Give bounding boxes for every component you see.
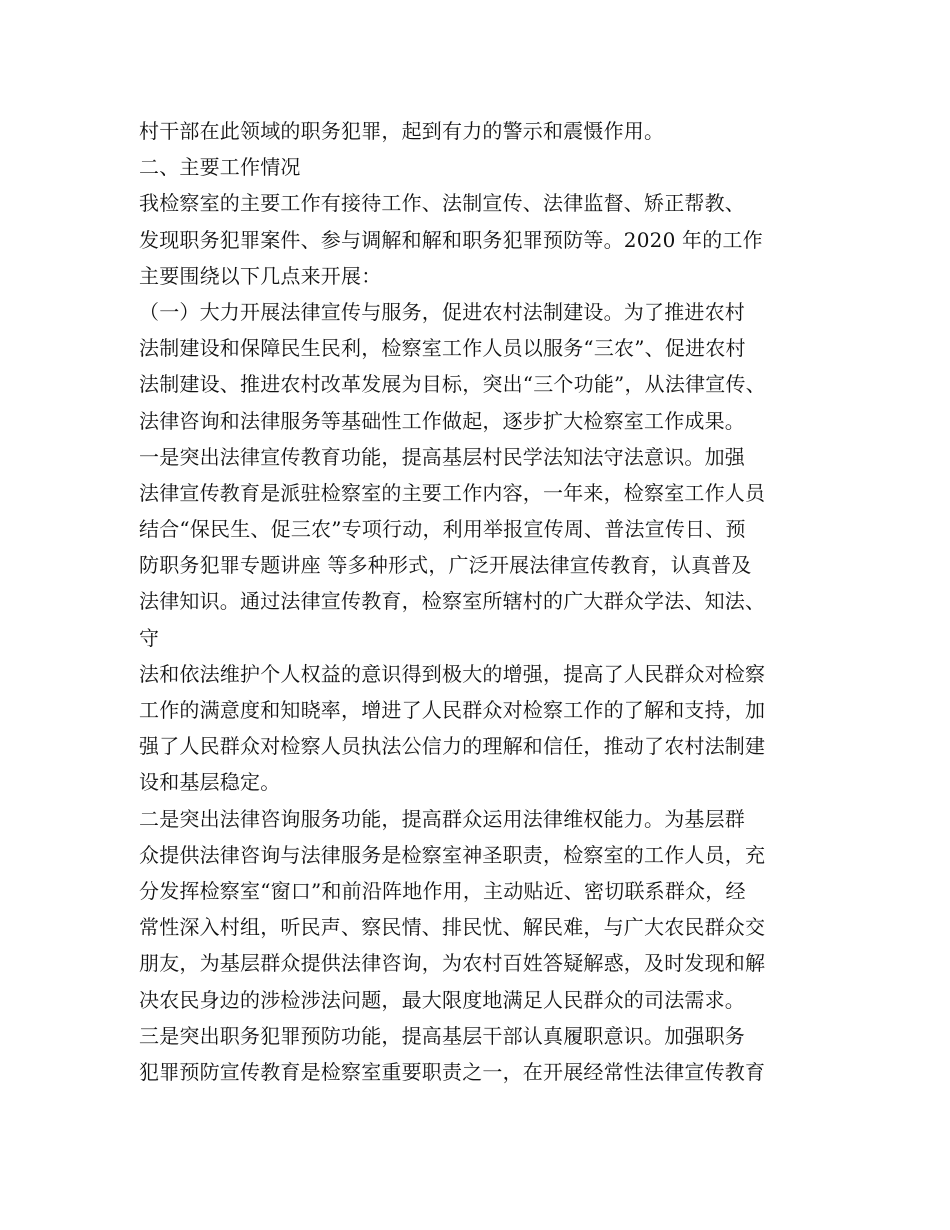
text-line: 法和依法维护个人权益的意识得到极大的增强，提高了人民群众对检察 <box>139 661 766 686</box>
text-line: （一）大力开展法律宣传与服务，促进农村法制建设。为了推进农村 <box>139 299 745 324</box>
text-line: 犯罪预防宣传教育是检察室重要职责之一，在开展经常性法律宣传教育 <box>139 1059 766 1084</box>
text-line: 法律宣传教育是派驻检察室的主要工作内容，一年来，检察室工作人员 <box>139 480 766 505</box>
text-line: 法律知识。通过法律宣传教育，检察室所辖村的广大群众学法、知法、 <box>139 589 766 614</box>
text-line: 强了人民群众对检察人员执法公信力的理解和信任，推动了农村法制建 <box>139 734 766 759</box>
text-line: 二是突出法律咨询服务功能，提高群众运用法律维权能力。为基层群 <box>139 806 745 831</box>
document-body <box>139 113 839 1090</box>
text-line: 分发挥检察室“窗口”和前沿阵地作用，主动贴近、密切联系群众，经 <box>139 878 746 903</box>
text-line: 朋友，为基层群众提供法律咨询，为农村百姓答疑解惑，及时发现和解 <box>139 951 766 976</box>
text-line: 我检察室的主要工作有接待工作、法制宣传、法律监督、矫正帮教、 <box>139 191 745 216</box>
text-line: 常性深入村组，听民声、察民情、排民忧、解民难，与广大农民群众交 <box>139 915 766 940</box>
text-line: 主要围绕以下几点来开展： <box>139 263 382 288</box>
text-line: 法律咨询和法律服务等基础性工作做起，逐步扩大检察室工作成果。 <box>139 408 745 433</box>
text-line: 众提供法律咨询与法律服务是检察室神圣职责，检察室的工作人员，充 <box>139 842 766 867</box>
text-line: 三是突出职务犯罪预防功能，提高基层干部认真履职意识。加强职务 <box>139 1023 745 1048</box>
text-line: 设和基层稳定。 <box>139 770 281 795</box>
text-line: 防职务犯罪专题讲座 等多种形式，广泛开展法律宣传教育，认真普及 <box>139 553 752 578</box>
text-line: 工作的满意度和知晓率，增进了人民群众对检察工作的了解和支持，加 <box>139 698 766 722</box>
text-line: 法制建设、推进农村改革发展为目标，突出“三个功能”，从法律宣传、 <box>139 372 766 397</box>
text-line: 发现职务犯罪案件、参与调解和解和职务犯罪预防等。2020 年的工作 <box>139 227 763 252</box>
text-line: 决农民身边的涉检涉法问题，最大限度地满足人民群众的司法需求。 <box>139 987 745 1012</box>
section-heading: 二、主要工作情况 <box>139 155 301 180</box>
text-line: 一是突出法律宣传教育功能，提高基层村民学法知法守法意识。加强 <box>139 444 745 469</box>
text-line: 法制建设和保障民生民利，检察室工作人员以服务“三农”、促进农村 <box>139 336 746 361</box>
text-line: 村干部在此领域的职务犯罪，起到有力的警示和震慑作用。 <box>139 119 665 143</box>
text-line: 守 <box>139 625 160 650</box>
text-line: 结合“保民生、促三农”专项行动，利用举报宣传周、普法宣传日、预 <box>139 517 746 542</box>
